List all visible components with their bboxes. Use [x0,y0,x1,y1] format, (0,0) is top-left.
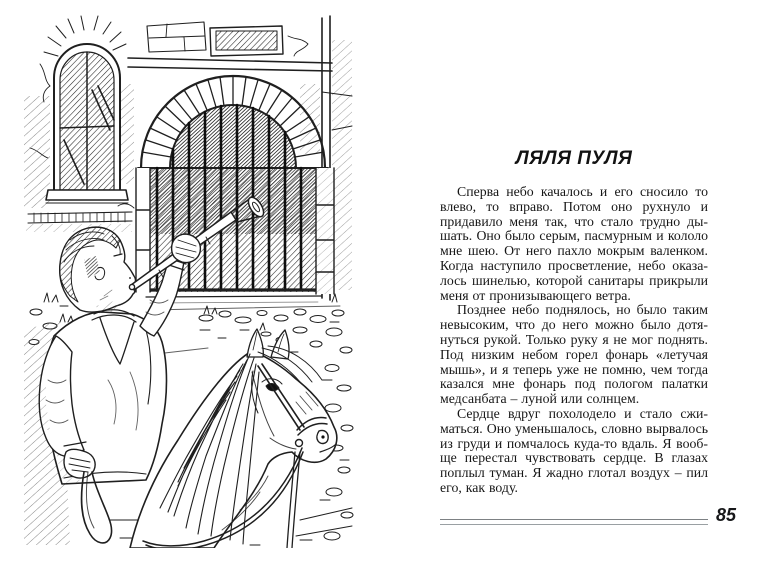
illustration [20,12,358,548]
paragraph-2: Позднее небо поднялось, но было таким невысоким, что до него можно было дотянуться рукой. Только руку я не мог поднять. Под низким небом горел фонарь «летучая мышь», и я теперь уже не помню, чем тогда казался мне фонарь под пологом палатки медсанбата – луной или солнцем. [440,302,708,407]
paragraph-3: Сердце вдруг похолодело и стало сжиматься. Оно уменьшалось, словно вырвалось из груди и помчалось куда-то вдаль. Я вообще перестал чувствовать сердце. В глазах поплыл туман. Я жадно глотал воздух – пил его, как воду. [440,405,708,495]
paragraph-1: Сперва небо качалось и его сносило то влево, то вправо. Потом оно рухнуло и придавило меня так, что стало трудно дышать. Оно было серым, пасмурным и кололо мне шею. От него пахло мокрым валенком. Когда наступило просветление, небо оказалось шинелью, которой санитары прикрыли меня от пронизывающего ветра. [440,184,708,303]
story-title: ЛЯЛЯ ПУЛЯ [515,148,633,169]
footer-rule [440,519,708,525]
page-number: 85 [716,505,737,525]
text-column [440,148,708,496]
